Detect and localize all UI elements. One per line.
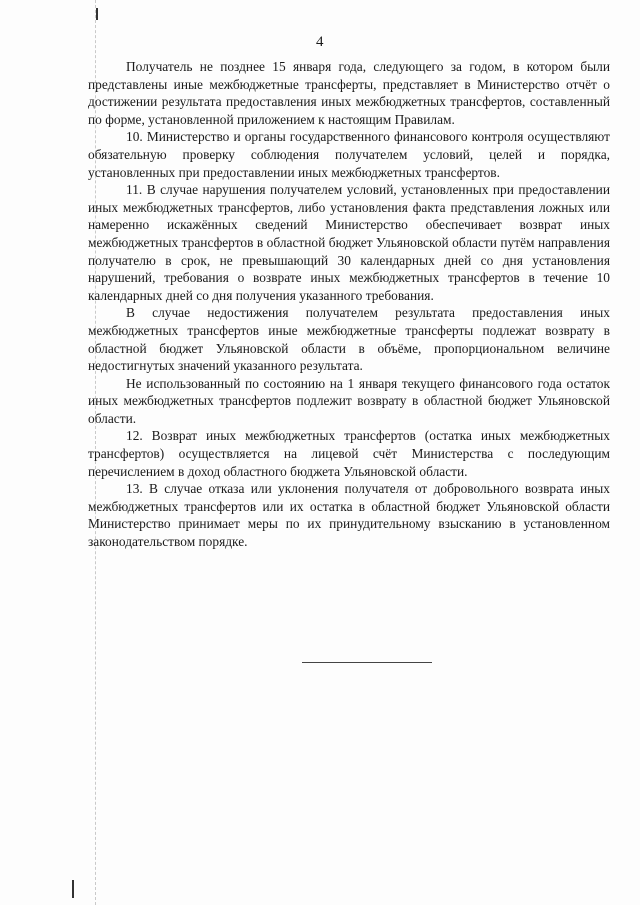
paragraph-12-return-account: 12. Возврат иных межбюджетных трансфертов (остатка иных межбюджетных трансфертов) осуществляется на лицевой счёт Министерства с последующим перечислением в доход областного бюджета Ульяновской области. bbox=[88, 428, 610, 479]
end-of-document-line bbox=[302, 662, 432, 663]
paragraph-unused-balance: Не использованный по состоянию на 1 января текущего финансового года остаток иных межбюджетных трансфертов подлежит возврату в областной бюджет Ульяновской области. bbox=[88, 375, 610, 426]
page-number: 4 bbox=[316, 34, 324, 50]
paragraph-result-not-achieved: В случае недостижения получателем результата предоставления иных межбюджетных трансфертов иные межбюджетные трансферты подлежат возврату в областной бюджет Ульяновской области в объёме, пропорциональном величине недостигнутых значений указанного результата. bbox=[88, 305, 610, 374]
paragraph-11-violation-return: 11. В случае нарушения получателем условий, установленных при предоставлении иных межбюджетных трансфертов, либо установления факта представления ложных или намеренно искажённых сведений Министерство обеспечивает возврат иных межбюджетных трансфертов в областной бюджет Ульяновской области путём направления получателю в срок, не превышающий 30 календарных дней со дня установления нарушений, требования о возврате иных межбюджетных трансфертов в течение 10 календарных дней со дня получения указанного требования. bbox=[88, 182, 610, 303]
paragraph-13-enforced-recovery: 13. В случае отказа или уклонения получателя от добровольного возврата иных межбюджетных трансфертов или их остатка в областной бюджет Ульяновской области Министерство принимает меры по их принудительному взысканию в установленном законодательством порядке. bbox=[88, 481, 610, 550]
paragraph-report-deadline: Получатель не позднее 15 января года, следующего за годом, в котором были представлены иные межбюджетные трансферты, представляет в Министерство отчёт о достижении результата предоставления иных межбюджетных трансфертов, составленный по форме, установленной приложением к настоящим Правилам. bbox=[88, 59, 610, 127]
scan-artifact-top bbox=[96, 8, 98, 20]
document-body bbox=[88, 58, 610, 551]
scan-artifact-bottom bbox=[72, 880, 74, 898]
paragraph-10-inspection: 10. Министерство и органы государственного финансового контроля осуществляют обязательную проверку соблюдения получателем условий, целей и порядка, установленных при предоставлении иных межбюджетных трансфертов. bbox=[88, 129, 610, 180]
